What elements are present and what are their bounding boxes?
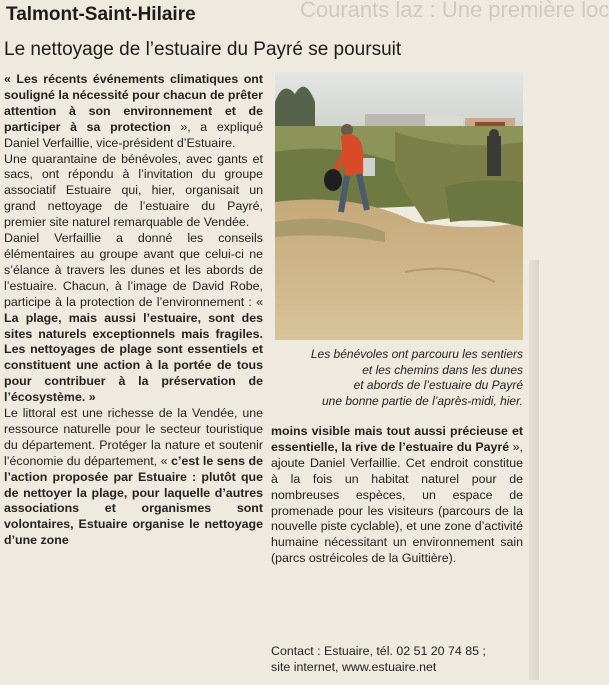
caption-line: une bonne partie de l’après-midi, hier. [321, 393, 523, 408]
body-text: Daniel Verfaillie a donné les conseils élémentaires au groupe avant que celui-ci ne s’élance à travers les dunes et les abords de l’estuaire. Chacun, à l’image de David Robe, participe à la protection de l’environnement : « [4, 231, 263, 309]
photo-caption [271, 347, 523, 409]
article-column-right [271, 424, 523, 567]
article-photo [275, 72, 523, 340]
bold-quote-text: c’est le sens de l’action proposée par Estuaire : plutôt que de nettoyer la plage, pour laquelle d’autres associations et organismes sont volontaires, Estuaire organise le nettoyage d’une zone [4, 453, 263, 548]
article-paragraph [4, 231, 263, 406]
volunteers-photo [275, 72, 523, 340]
caption-line: et abords de l’estuaire du Payré [353, 378, 523, 392]
article-paragraph [4, 72, 263, 152]
contact-info [271, 643, 523, 675]
bold-quote-text: « Les récents événements climatiques ont souligné la nécessité pour chacun de prêter attention à son environnement et de participer à sa protection [4, 72, 263, 134]
caption-line: Les bénévoles ont parcouru les sentiers [310, 347, 523, 361]
contact-website: site internet, www.estuaire.net [271, 660, 437, 674]
caption-line: et les chemins dans les dunes [362, 362, 523, 377]
body-text: Le littoral est une richesse de la Vendée, une ressource naturelle pour le secteur touristique du département. Protéger la nature et soutenir l’économie du département, « [4, 406, 263, 468]
article-column-left [4, 72, 263, 549]
body-text: », a expliqué Daniel Verfaillie, vice-président d’Estuaire. [4, 119, 263, 150]
contact-phone: Contact : Estuaire, tél. 02 51 20 74 85 ; [271, 644, 486, 658]
article-paragraph [4, 406, 263, 549]
article-paragraph [4, 152, 263, 232]
body-text: Une quarantaine de bénévoles, avec gants et sacs, ont répondu à l’invitation du groupe associatif Estuaire qui, hier, organisait un grand nettoyage de l’estuaire du Payré, premier site naturel remarquable de Vendée. [4, 151, 263, 230]
article-title: Le nettoyage de l’estuaire du Payré se poursuit [4, 39, 402, 60]
locality-header: Talmont-Saint-Hilaire [4, 3, 202, 27]
adjacent-article-bleed: Courants laz : Une première loc [300, 0, 609, 22]
bold-quote-text: La plage, mais aussi l’estuaire, sont des sites naturels exceptionnels mais fragiles. Les nettoyages de plage sont essentiels et constituent une action à la portée de tous pour contribuer à la préservation de l’écosystème. » [4, 310, 263, 405]
page-edge-shadow [529, 260, 539, 680]
body-text: », ajoute Daniel Verfaillie. Cet endroit constitue à la fois un habitat naturel pour de nombreuses espèces, un espace de promenade pour les visiteurs (parcours de la nouvelle piste cyclable), et une zone d’activité humaine nécessitant un environnement sain (parcs ostréicoles de la Guittière). [271, 439, 523, 566]
article-paragraph [271, 424, 523, 567]
bold-quote-text: moins visible mais tout aussi précieuse et essentielle, la rive de l’estuaire du Payré [271, 424, 523, 454]
